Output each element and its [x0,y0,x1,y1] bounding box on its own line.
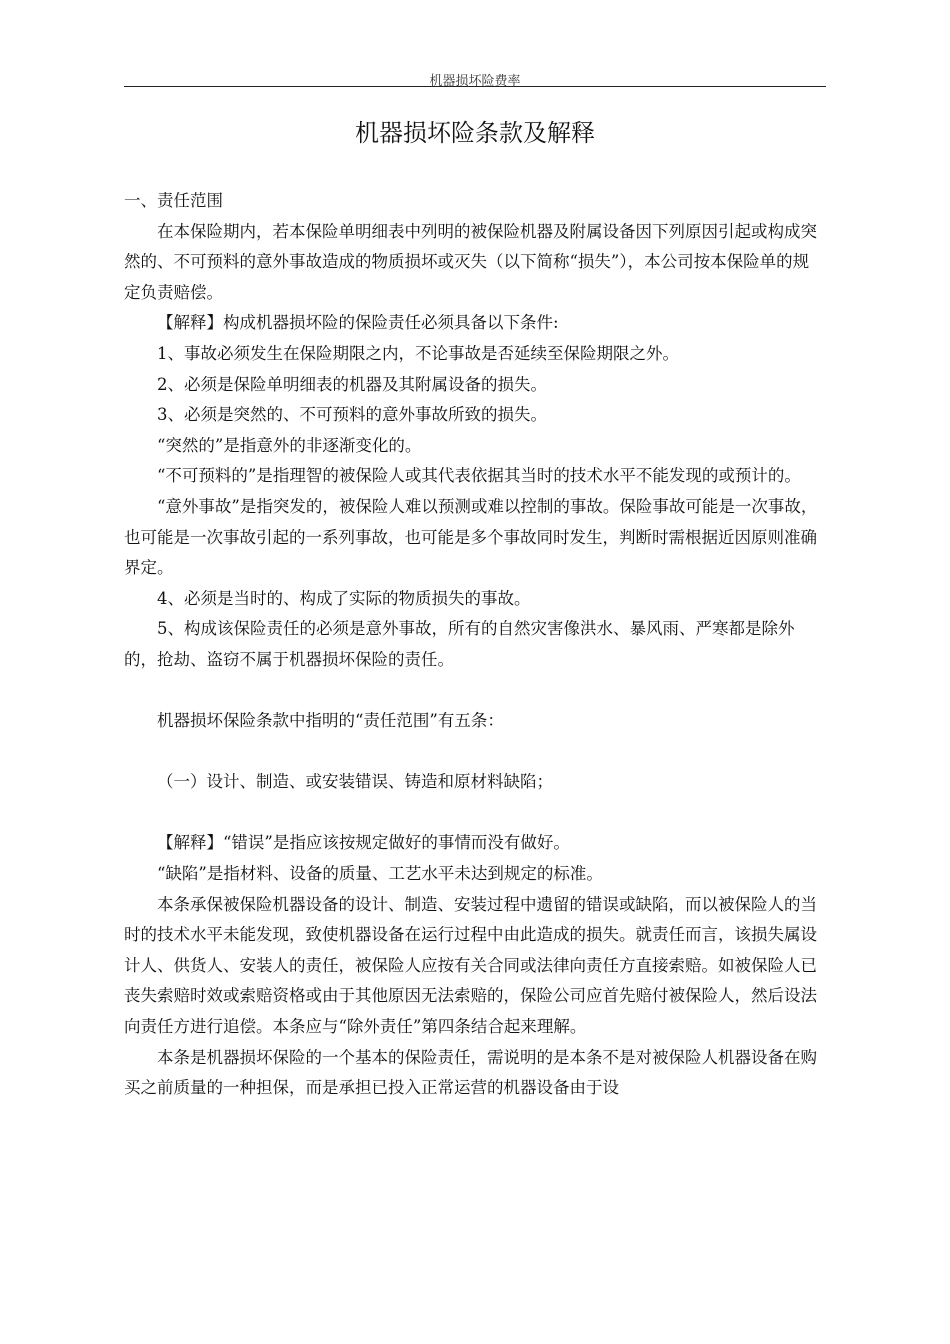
document-body [124,186,818,1104]
list-item: 2、必须是保险单明细表的机器及其附属设备的损失。 [157,374,547,394]
blank-line [124,798,818,829]
clause-heading: （一）设计、制造、或安装错误、铸造和原材料缺陷； [157,772,553,792]
blank-line [124,676,818,707]
blank-line [124,737,818,768]
paragraph: 在本保险期内，若本保险单明细表中列明的被保险机器及附属设备因下列原因引起或构成突然的、不可预料的意外事故造成的物质损坏或灭失（以下简称“损失”），本公司按本保险单的规定负责赔偿。 [124,221,817,302]
paragraph: “不可预料的”是指理智的被保险人或其代表依据其当时的技术水平不能发现的或预计的。 [157,466,801,486]
list-item: 1、事故必须发生在保险期限之内，不论事故是否延续至保险期限之外。 [157,343,679,363]
paragraph: “突然的”是指意外的非逐渐变化的。 [157,435,422,455]
list-item: 3、必须是突然的、不可预料的意外事故所致的损失。 [157,405,547,425]
paragraph: 本条承保被保险机器设备的设计、制造、安装过程中遗留的错误或缺陷，而以被保险人的当时的技术水平未能发现，致使机器设备在运行过程中由此造成的损失。就责任而言，该损失属设计人、供货人、安装人的责任，被保险人应按有关合同或法律向责任方直接索赔。如被保险人已丧失索赔时效或索赔资格或由于其他原因无法索赔的，保险公司应首先赔付被保险人，然后设法向责任方进行追偿。本条应与“除外责任”第四条结合起来理解。 [124,894,817,1037]
paragraph: 【解释】构成机器损坏险的保险责任必须具备以下条件: [157,313,559,333]
paragraph: 机器损坏保险条款中指明的“责任范围”有五条： [157,711,504,731]
list-item: 4、必须是当时的、构成了实际的物质损失的事故。 [157,588,531,608]
document-title: 机器损坏险条款及解释 [355,119,595,147]
list-item: 5、构成该保险责任的必须是意外事故，所有的自然灾害像洪水、暴风雨、严寒都是除外的，抢劫、盗窃不属于机器损坏保险的责任。 [124,619,795,669]
section-heading: 一、责任范围 [124,191,223,210]
header-rule [124,86,826,87]
running-header: 机器损坏险费率 [429,74,521,89]
paragraph: 本条是机器损坏保险的一个基本的保险责任，需说明的是本条不是对被保险人机器设备在购买之前质量的一种担保，而是承担已投入正常运营的机器设备由于设 [124,1047,817,1098]
paragraph: “意外事故”是指突发的，被保险人难以预测或难以控制的事故。保险事故可能是一次事故，也可能是一次事故引起的一系列事故，也可能是多个事故同时发生，判断时需根据近因原则准确界定。 [124,496,818,578]
paragraph: 【解释】“错误”是指应该按规定做好的事情而没有做好。 [157,833,570,853]
paragraph: “缺陷”是指材料、设备的质量、工艺水平未达到规定的标准。 [157,864,603,884]
